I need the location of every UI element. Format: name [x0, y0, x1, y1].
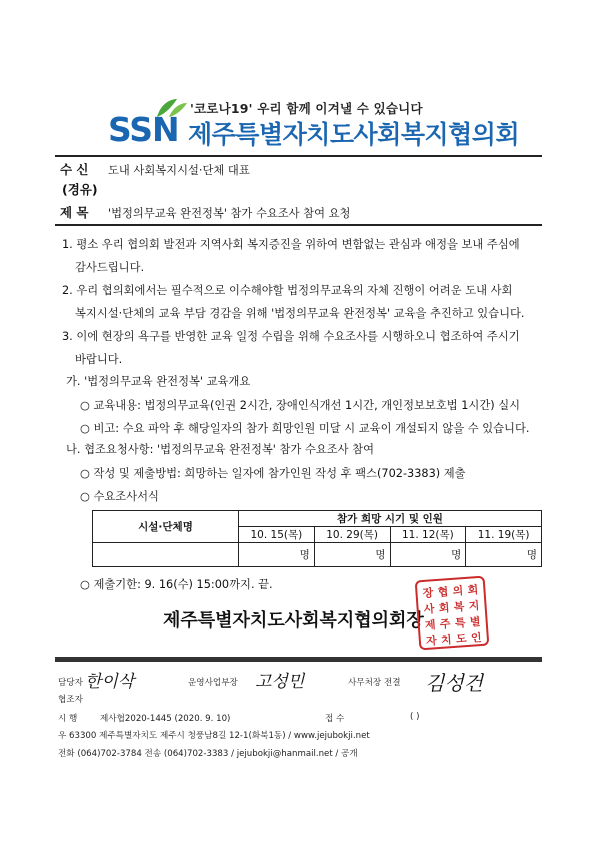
paragraph-2-line-1: 2. 우리 협의회에서는 필수적으로 이수해야할 법정의무교육의 자체 진행이 어려운 도내 사회 [62, 284, 513, 297]
ga-item-content: ○ 교육내용: 법정의무교육(인권 2시간, 장애인식개선 1시간, 개인정보보호법 1시간) 실시 [80, 399, 521, 412]
contact-line: 전화 (064)702-3784 전송 (064)702-3383 / jejubokji@hanmail.net / 공개 [58, 749, 358, 759]
col-facility-header: 시설·단체명 [93, 511, 239, 543]
paragraph-3-line-1: 3. 이에 현장의 욕구를 반영한 교육 일정 수립을 위해 수요조사를 시행하오니 협조하여 주시기 [62, 330, 520, 343]
na-item-method: ○ 작성 및 제출방법: 희망하는 일자에 참가인원 작성 후 팩스(702-3383) 제출 [80, 467, 466, 480]
count-cell[interactable]: 명 [466, 543, 542, 567]
team-label: 운영사업부장 [188, 678, 238, 688]
via-label: (경유) [62, 182, 98, 197]
staff-label: 담당자 [58, 678, 83, 688]
ssn-logo: SSN [108, 110, 179, 149]
footer-rule [55, 657, 542, 662]
section-na-heading: 나. 협조요청사항: '법정의무교육 완전정복' 참가 수요조사 참여 [66, 443, 374, 456]
slogan: '코로나19' 우리 함께 이겨낼 수 있습니다 [190, 101, 423, 116]
subject: '법정의무교육 완전정복' 참가 수요조사 참여 요청 [108, 207, 351, 220]
facility-name-cell[interactable] [93, 543, 239, 567]
date-header: 11. 12(목) [390, 527, 466, 543]
date-header: 10. 29(목) [314, 527, 390, 543]
team-signature: 고성민 [255, 672, 305, 692]
receive-value: ( ) [410, 712, 420, 722]
survey-table [92, 510, 542, 567]
count-cell[interactable]: 명 [314, 543, 390, 567]
subject-rule [55, 224, 542, 226]
staff-signature: 한이삭 [85, 672, 135, 692]
ga-item-note: ○ 비고: 수요 파악 후 해당일자의 참가 희망인원 미달 시 교육이 개설되지 않을 수 있습니다. [80, 422, 530, 435]
paragraph-2-line-2: 복지시설·단체의 교육 부담 경감을 위해 '법정의무교육 완전정복' 교육을 추진하고 있습니다. [75, 307, 525, 320]
subject-label: 제 목 [60, 205, 89, 220]
date-header: 10. 15(목) [239, 527, 315, 543]
enforce-value: 제사협2020-1445 (2020. 9. 10) [100, 714, 231, 724]
date-header: 11. 19(목) [466, 527, 542, 543]
section-ga-heading: 가. '법정의무교육 완전정복' 교육개요 [66, 375, 251, 388]
deadline: ○ 제출기한: 9. 16(수) 15:00까지. 끝. [80, 578, 273, 591]
cooperator-label: 협조자 [58, 695, 83, 705]
enforce-label: 시 행 [58, 714, 78, 724]
recipient: 도내 사회복지시설·단체 대표 [108, 164, 250, 177]
paragraph-3-line-2: 바랍니다. [75, 353, 123, 366]
org-name: 제주특별자치도사회복지협의회 [188, 120, 520, 149]
sender-title: 제주특별자치도사회복지협의회장 [163, 610, 424, 631]
address-line: 우 63300 제주특별자치도 제주시 청풍남8길 12-1(화북1동) / www.jejubokji.net [58, 731, 370, 741]
chief-label: 사무처장 전결 [348, 678, 401, 688]
count-cell[interactable]: 명 [239, 543, 315, 567]
paragraph-1-line-1: 1. 평소 우리 협의회 발전과 지역사회 복지증진을 위하여 변함없는 관심과 애정을 보내 주심에 [62, 238, 520, 251]
chief-signature: 김성건 [425, 671, 483, 695]
header-rule [55, 155, 542, 157]
official-seal: 장 협 의 회 사 회 복 지 제 주 특 별 자 치 도 인 [415, 576, 490, 651]
col-group-header: 참가 희망 시기 및 인원 [239, 511, 542, 527]
recipient-label: 수 신 [60, 162, 89, 177]
receive-label: 접 수 [325, 714, 345, 724]
paragraph-1-line-2: 감사드립니다. [75, 261, 145, 274]
count-cell[interactable]: 명 [390, 543, 466, 567]
na-item-form: ○ 수요조사서식 [80, 490, 159, 503]
